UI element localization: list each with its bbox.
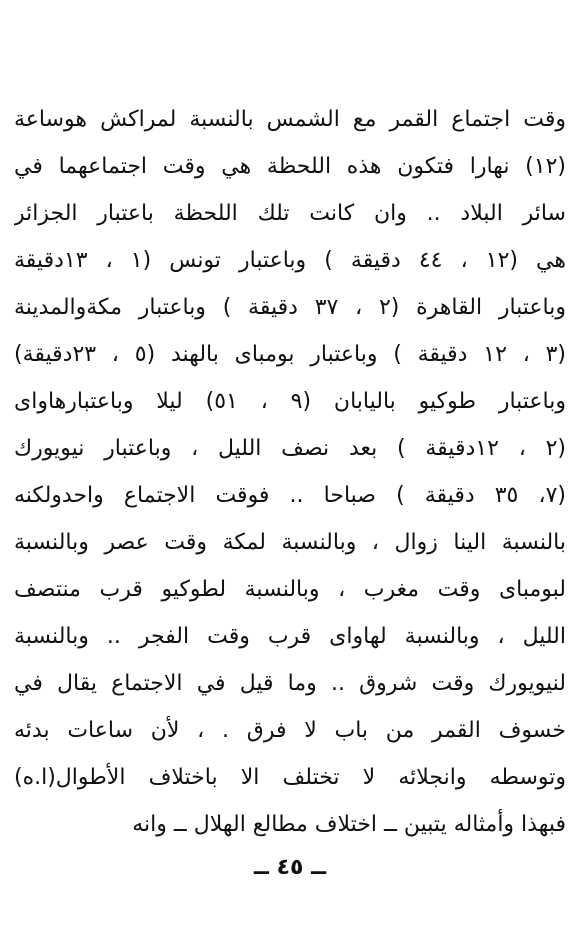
text-line-5: وباعتبار القاهرة (٢ ، ٣٧ دقيقة ) وباعتبار مكةوالمدينة: [14, 295, 566, 320]
text-line-1: وقت اجتماع القمر مع الشمس بالنسبة لمراكش هوساعة: [14, 107, 566, 132]
text-line-3: سائر البلاد .. وان كانت تلك اللحظة باعتبار الجزائر: [14, 201, 566, 226]
text-line-4: هي (١٢ ، ٤٤ دقيقة ) وباعتبار تونس (١ ، ١٣دقيقة: [14, 248, 566, 273]
text-line-10: بالنسبة الينا زوال ، وبالنسبة لمكة وقت عصر وبالنسبة: [14, 530, 566, 555]
text-line-7: وباعتبار طوكيو باليابان (٩ ، ٥١) ليلا وباعتبارهاواى: [14, 389, 566, 414]
text-line-6: (٣ ، ١٢ دقيقة ) وباعتبار بومباى بالهند (٥ ، ٢٣دقيقة): [14, 342, 566, 367]
text-line-16: فبهذا وأمثاله يتبين ــ اختلاف مطالع الهلال ــ وانه: [132, 812, 566, 837]
text-line-8: (٢ ، ١٢دقيقة ) بعد نصف الليل ، وباعتبار نيويورك: [14, 436, 566, 461]
body-text: [14, 96, 566, 848]
text-line-11: لبومباى وقت مغرب ، وبالنسبة لطوكيو قرب منتصف: [14, 577, 566, 602]
page-number: ــ ٤٥ ــ: [253, 855, 327, 880]
text-line-12: الليل ، وبالنسبة لهاواى قرب وقت الفجر .. وبالنسبة: [14, 624, 566, 649]
text-line-15: وتوسطه وانجلائه لا تختلف الا باختلاف الأطوال(ا.ه): [14, 765, 566, 790]
text-line-2: (١٢) نهارا فتكون هذه اللحظة هي وقت اجتماعهما في: [14, 154, 566, 179]
text-line-13: لنيويورك وقت شروق .. وما قيل في الاجتماع يقال في: [14, 671, 566, 696]
text-line-9: (٧، ٣٥ دقيقة ) صباحا .. فوقت الاجتماع واحدولكنه: [14, 483, 566, 508]
text-line-14: خسوف القمر من باب لا فرق . ، لأن ساعات بدئه: [14, 718, 566, 743]
